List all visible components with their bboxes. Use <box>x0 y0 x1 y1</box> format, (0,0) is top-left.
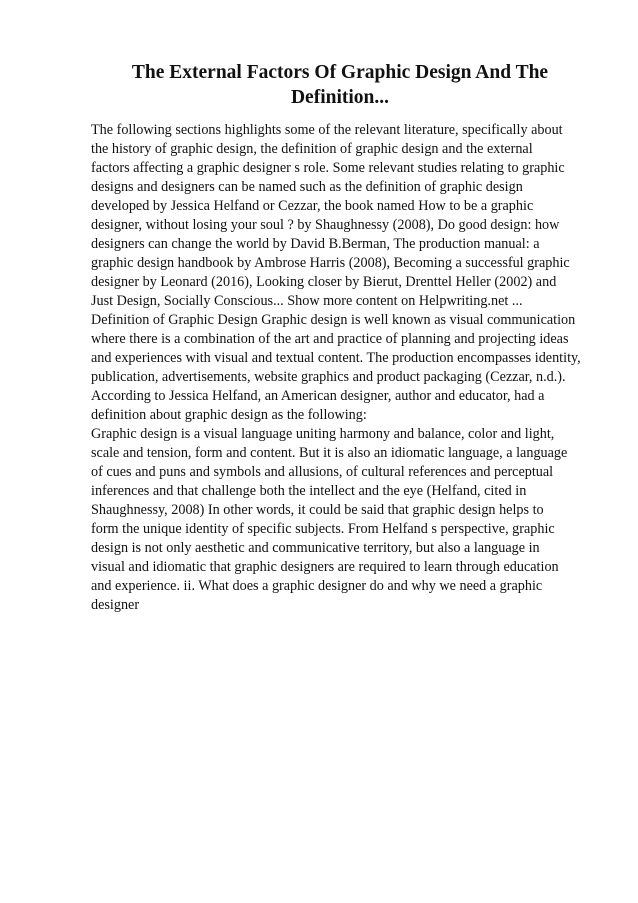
body-line: the history of graphic design, the definition of graphic design and the external <box>91 141 533 157</box>
body-line: design is not only aesthetic and communicative territory, but also a language in <box>91 540 540 556</box>
body-line: Definition of Graphic Design Graphic design is well known as visual communication <box>91 312 576 328</box>
body-line: Just Design, Socially Conscious... Show more content on Helpwriting.net ... <box>91 293 523 309</box>
body-line: publication, advertisements, website graphics and product packaging (Cezzar, n.d.). <box>91 369 566 385</box>
title-line: Definition... <box>290 87 390 108</box>
body-text <box>91 121 611 615</box>
body-line: Graphic design is a visual language uniting harmony and balance, color and light, <box>91 426 555 442</box>
body-line: form the unique identity of specific subjects. From Helfand s perspective, graphic <box>91 521 555 537</box>
body-line: and experience. ii. What does a graphic designer do and why we need a graphic <box>91 578 543 594</box>
body-line: designs and designers can be named such as the definition of graphic design <box>91 179 523 195</box>
body-line: designer by Leonard (2016), Looking closer by Bierut, Drenttel Heller (2002) and <box>91 274 557 290</box>
body-line: graphic design handbook by Ambrose Harris (2008), Becoming a successful graphic <box>91 255 570 271</box>
body-line: scale and tension, form and content. But it is also an idiomatic language, a language <box>91 445 568 461</box>
body-line: and experiences with visual and textual content. The production encompasses identity, <box>91 350 581 366</box>
body-line: developed by Jessica Helfand or Cezzar, the book named How to be a graphic <box>91 198 534 214</box>
body-line: Shaughnessy, 2008) In other words, it could be said that graphic design helps to <box>91 502 544 518</box>
body-line: definition about graphic design as the following: <box>91 407 367 423</box>
page-title <box>100 60 580 110</box>
body-line: designer, without losing your soul ? by Shaughnessy (2008), Do good design: how <box>91 217 560 233</box>
body-line: factors affecting a graphic designer s role. Some relevant studies relating to graphic <box>91 160 565 176</box>
body-line: where there is a combination of the art and practice of planning and projecting ideas <box>91 331 569 347</box>
body-line: The following sections highlights some of the relevant literature, specifically about <box>91 122 563 138</box>
title-line: The External Factors Of Graphic Design And The <box>131 62 549 83</box>
body-line: of cues and puns and symbols and allusions, of cultural references and perceptual <box>91 464 554 480</box>
body-line: According to Jessica Helfand, an American designer, author and educator, had a <box>91 388 545 404</box>
body-line: inferences and that challenge both the intellect and the eye (Helfand, cited in <box>91 483 527 499</box>
body-line: visual and idiomatic that graphic designers are required to learn through education <box>91 559 559 575</box>
body-line: designers can change the world by David B.Berman, The production manual: a <box>91 236 540 252</box>
body-line: designer <box>91 597 140 613</box>
